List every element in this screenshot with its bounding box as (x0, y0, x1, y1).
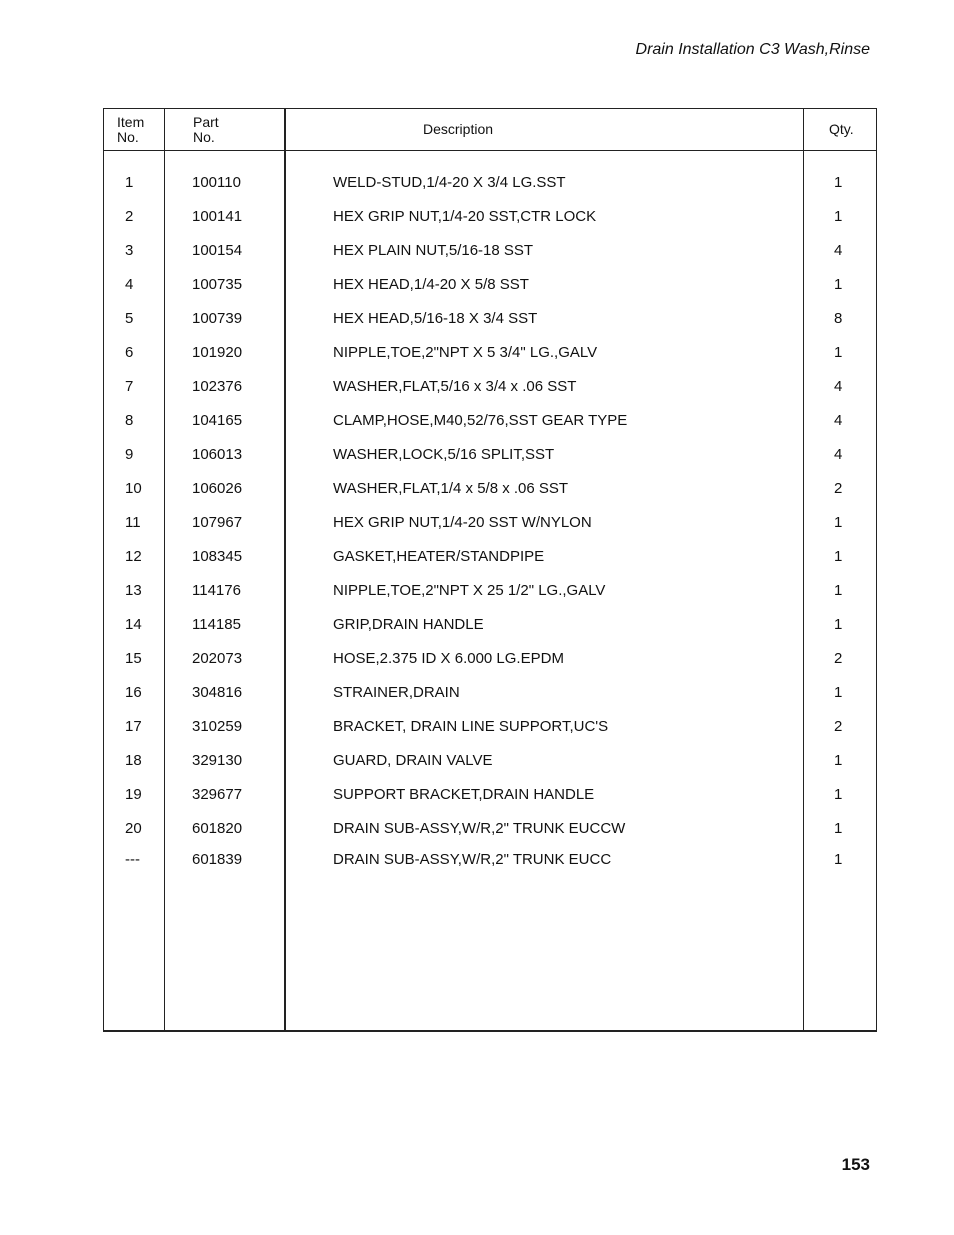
item-no-cell: 4 (125, 276, 134, 293)
table-row (104, 235, 876, 269)
table-row (104, 337, 876, 371)
description-cell: GRIP,DRAIN HANDLE (333, 616, 484, 633)
table-row (104, 473, 876, 507)
part-no-cell: 310259 (192, 718, 243, 735)
table-row (104, 541, 876, 575)
header-divider (104, 150, 876, 151)
column-header-part-no (193, 115, 219, 145)
table-row (104, 439, 876, 473)
description-cell: HEX PLAIN NUT,5/16-18 SST (333, 242, 534, 259)
part-no-cell: 108345 (192, 548, 243, 565)
part-no-cell: 104165 (192, 412, 243, 429)
description-cell: STRAINER,DRAIN (333, 684, 460, 701)
description-cell: WASHER,FLAT,5/16 x 3/4 x .06 SST (333, 378, 577, 395)
qty-cell: 2 (834, 480, 843, 497)
item-no-cell: 9 (125, 446, 134, 463)
part-no-cell: 329130 (192, 752, 243, 769)
table-row (104, 711, 876, 745)
table-row (104, 405, 876, 439)
part-no-cell: 100154 (192, 242, 243, 259)
qty-cell: 2 (834, 650, 843, 667)
part-no-cell: 102376 (192, 378, 243, 395)
description-cell: HEX HEAD,5/16-18 X 3/4 SST (333, 310, 538, 327)
table-row (104, 507, 876, 541)
item-no-cell: --- (125, 851, 140, 868)
description-cell: WELD-STUD,1/4-20 X 3/4 LG.SST (333, 174, 566, 191)
table-row (104, 303, 876, 337)
part-no-cell: 107967 (192, 514, 243, 531)
table-row (104, 575, 876, 609)
item-no-cell: 12 (125, 548, 142, 565)
item-no-cell: 20 (125, 820, 142, 837)
qty-cell: 1 (834, 582, 843, 599)
part-no-cell: 106013 (192, 446, 243, 463)
qty-cell: 1 (834, 174, 843, 191)
item-no-cell: 19 (125, 786, 142, 803)
page-number: 153 (841, 1155, 870, 1174)
column-header-item-no (117, 115, 144, 145)
description-cell: NIPPLE,TOE,2"NPT X 5 3/4" LG.,GALV (333, 344, 598, 361)
item-no-cell: 11 (125, 514, 141, 531)
column-header-qty: Qty. (829, 121, 854, 137)
item-no-cell: 8 (125, 412, 134, 429)
qty-cell: 1 (834, 851, 843, 868)
table-row (104, 745, 876, 779)
column-header-description: Description (423, 121, 494, 137)
item-no-cell: 1 (125, 174, 134, 191)
item-no-cell: 13 (125, 582, 142, 599)
item-no-cell: 17 (125, 718, 142, 735)
table-body (104, 167, 876, 874)
item-no-cell: 6 (125, 344, 134, 361)
part-no-cell: 100739 (192, 310, 243, 327)
description-cell: GASKET,HEATER/STANDPIPE (333, 548, 545, 565)
qty-cell: 1 (834, 786, 843, 803)
table-row (104, 779, 876, 813)
table-row (104, 844, 876, 874)
qty-cell: 1 (834, 616, 843, 633)
table-row (104, 167, 876, 201)
table-row (104, 643, 876, 677)
part-no-cell: 101920 (192, 344, 243, 361)
description-cell: WASHER,FLAT,1/4 x 5/8 x .06 SST (333, 480, 569, 497)
item-no-cell: 10 (125, 480, 142, 497)
part-no-cell: 100141 (192, 208, 243, 225)
qty-cell: 1 (834, 752, 843, 769)
qty-cell: 1 (834, 344, 843, 361)
parts-table (103, 108, 877, 1032)
qty-cell: 4 (834, 378, 843, 395)
description-cell: HOSE,2.375 ID X 6.000 LG.EPDM (333, 650, 564, 667)
description-cell: BRACKET, DRAIN LINE SUPPORT,UC'S (333, 718, 609, 735)
qty-cell: 8 (834, 310, 843, 327)
description-cell: NIPPLE,TOE,2"NPT X 25 1/2" LG.,GALV (333, 582, 606, 599)
column-header-part-line2: No. (193, 129, 215, 145)
part-no-cell: 100735 (192, 276, 243, 293)
qty-cell: 1 (834, 208, 843, 225)
column-header-item-line1: Item (117, 114, 145, 130)
part-no-cell: 106026 (192, 480, 243, 497)
table-row (104, 201, 876, 235)
description-cell: HEX GRIP NUT,1/4-20 SST W/NYLON (333, 514, 592, 531)
part-no-cell: 114176 (192, 582, 241, 599)
description-cell: CLAMP,HOSE,M40,52/76,SST GEAR TYPE (333, 412, 628, 429)
item-no-cell: 2 (125, 208, 134, 225)
column-header-item-line2: No. (117, 129, 139, 145)
item-no-cell: 15 (125, 650, 142, 667)
item-no-cell: 3 (125, 242, 134, 259)
table-row (104, 813, 876, 844)
part-no-cell: 202073 (192, 650, 243, 667)
part-no-cell: 100110 (192, 174, 241, 191)
item-no-cell: 7 (125, 378, 134, 395)
part-no-cell: 601820 (192, 820, 243, 837)
qty-cell: 1 (834, 684, 843, 701)
description-cell: DRAIN SUB-ASSY,W/R,2" TRUNK EUCC (333, 851, 612, 868)
qty-cell: 1 (834, 514, 843, 531)
table-row (104, 269, 876, 303)
qty-cell: 4 (834, 242, 843, 259)
item-no-cell: 18 (125, 752, 142, 769)
description-cell: SUPPORT BRACKET,DRAIN HANDLE (333, 786, 595, 803)
qty-cell: 4 (834, 412, 843, 429)
description-cell: HEX HEAD,1/4-20 X 5/8 SST (333, 276, 529, 293)
item-no-cell: 14 (125, 616, 142, 633)
column-header-part-line1: Part (193, 114, 219, 130)
part-no-cell: 601839 (192, 851, 243, 868)
part-no-cell: 114185 (192, 616, 241, 633)
description-cell: WASHER,LOCK,5/16 SPLIT,SST (333, 446, 555, 463)
qty-cell: 1 (834, 276, 843, 293)
table-row (104, 371, 876, 405)
part-no-cell: 329677 (192, 786, 243, 803)
qty-cell: 2 (834, 718, 843, 735)
qty-cell: 1 (834, 820, 843, 837)
part-no-cell: 304816 (192, 684, 243, 701)
page-header-title: Drain Installation C3 Wash,Rinse (635, 41, 870, 58)
qty-cell: 4 (834, 446, 843, 463)
description-cell: DRAIN SUB-ASSY,W/R,2" TRUNK EUCCW (333, 820, 626, 837)
table-row (104, 609, 876, 643)
table-row (104, 677, 876, 711)
description-cell: GUARD, DRAIN VALVE (333, 752, 493, 769)
qty-cell: 1 (834, 548, 843, 565)
description-cell: HEX GRIP NUT,1/4-20 SST,CTR LOCK (333, 208, 597, 225)
item-no-cell: 5 (125, 310, 134, 327)
item-no-cell: 16 (125, 684, 142, 701)
